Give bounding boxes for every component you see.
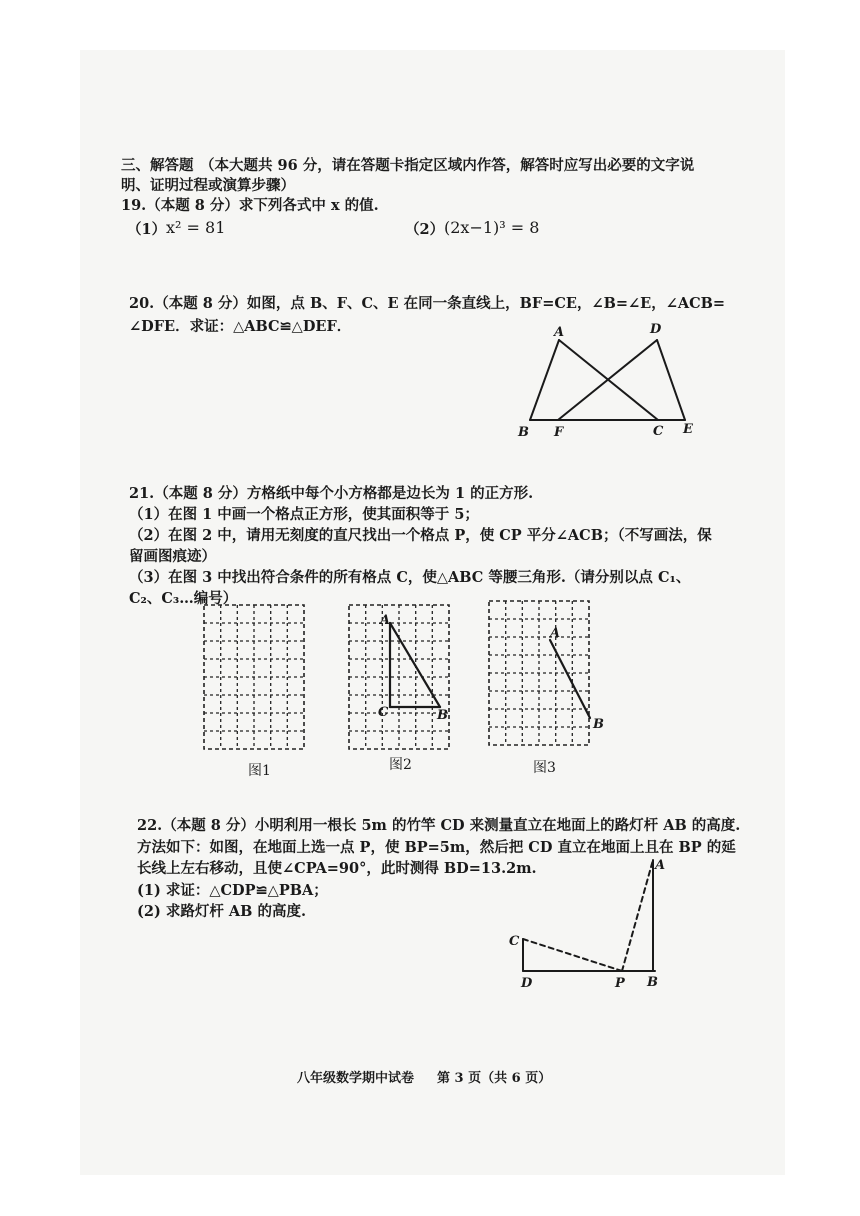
q20-label-c: C bbox=[653, 424, 664, 439]
footer-page-number: 第 3 页（共 6 页） bbox=[437, 1071, 552, 1086]
q19-part2-number: （2） bbox=[405, 221, 445, 238]
q20-figure bbox=[510, 318, 710, 440]
q21-part3-line2: C₂、C₃…编号） bbox=[129, 590, 238, 607]
q21-fig3-caption: 图3 bbox=[533, 760, 556, 776]
q22-stem-line1: 22.（本题 8 分）小明利用一根长 5m 的竹竿 CD 来测量直立在地面上的路灯杆 AB 的高度. bbox=[137, 817, 741, 834]
q21-fig3-label-a: A bbox=[550, 626, 561, 641]
q20-stem-line2: ∠DFE．求证：△ABC≌△DEF． bbox=[129, 318, 352, 335]
q20-label-e: E bbox=[683, 422, 693, 437]
q19-part1-equation: x² = 81 bbox=[166, 218, 226, 237]
q22-part1: (1) 求证：△CDP≌△PBA； bbox=[137, 882, 328, 899]
q21-fig2-label-a: A bbox=[380, 613, 391, 628]
q22-figure bbox=[505, 854, 685, 994]
q21-fig2-label-c: C bbox=[378, 705, 389, 720]
q20-label-d: D bbox=[650, 322, 662, 337]
footer-exam-title: 八年级数学期中试卷 bbox=[297, 1071, 415, 1086]
q21-part1: （1）在图 1 中画一个格点正方形，使其面积等于 5； bbox=[129, 506, 479, 523]
q21-fig2-caption: 图2 bbox=[389, 757, 412, 773]
q20-stem-line1: 20.（本题 8 分）如图，点 B、F、C、E 在同一条直线上，BF=CE，∠B=∠E，∠ACB= bbox=[129, 295, 726, 312]
q22-label-d: D bbox=[521, 976, 533, 991]
q21-grid-figure-2 bbox=[348, 604, 450, 750]
q21-stem: 21.（本题 8 分）方格纸中每个小方格都是边长为 1 的正方形. bbox=[129, 485, 534, 502]
q20-label-f: F bbox=[554, 425, 564, 440]
q19-part2-equation: (2x−1)³ = 8 bbox=[444, 218, 540, 237]
q21-fig3-label-b: B bbox=[593, 717, 604, 732]
q21-fig1-caption: 图1 bbox=[248, 763, 271, 779]
q20-label-a: A bbox=[554, 325, 565, 340]
section-instructions-line2: 明、证明过程或演算步骤） bbox=[121, 177, 295, 194]
q21-grid-figure-1 bbox=[203, 604, 305, 750]
q22-label-b: B bbox=[647, 975, 658, 990]
q22-dashed-pa bbox=[622, 860, 653, 971]
q22-part2: (2) 求路灯杆 AB 的高度. bbox=[137, 903, 307, 920]
q19-stem: 19.（本题 8 分）求下列各式中 x 的值. bbox=[121, 197, 379, 214]
q20-label-b: B bbox=[518, 425, 529, 440]
q21-grid-figure-3 bbox=[488, 600, 604, 746]
q20-segment-de bbox=[657, 340, 685, 420]
q22-label-p: P bbox=[615, 976, 625, 991]
q22-dashed-cp bbox=[523, 939, 622, 971]
q21-part2-line1: （2）在图 2 中，请用无刻度的直尺找出一个格点 P，使 CP 平分∠ACB；（不写画法，保 bbox=[129, 527, 712, 544]
section-instructions-line1: （本大题共 96 分，请在答题卡指定区域内作答，解答时应写出必要的文字说 bbox=[200, 157, 695, 174]
q22-stem-line2: 方法如下：如图，在地面上选一点 P，使 BP=5m，然后把 CD 直立在地面上且在 BP 的延 bbox=[137, 839, 736, 856]
q21-part3-line1: （3）在图 3 中找出符合条件的所有格点 C，使△ABC 等腰三角形.（请分别以点 C₁、 bbox=[129, 569, 691, 586]
q19-part1-number: （1） bbox=[127, 221, 167, 238]
q21-part2-line2: 留画图痕迹） bbox=[129, 548, 216, 565]
q22-label-a: A bbox=[655, 858, 666, 873]
q21-fig2-label-b: B bbox=[437, 708, 448, 723]
q20-segment-ab bbox=[530, 340, 559, 420]
q22-label-c: C bbox=[509, 934, 520, 949]
section-heading: 三、解答题 bbox=[121, 157, 194, 174]
q22-stem-line3: 长线上左右移动，且使∠CPA=90°，此时测得 BD=13.2m. bbox=[137, 860, 537, 877]
